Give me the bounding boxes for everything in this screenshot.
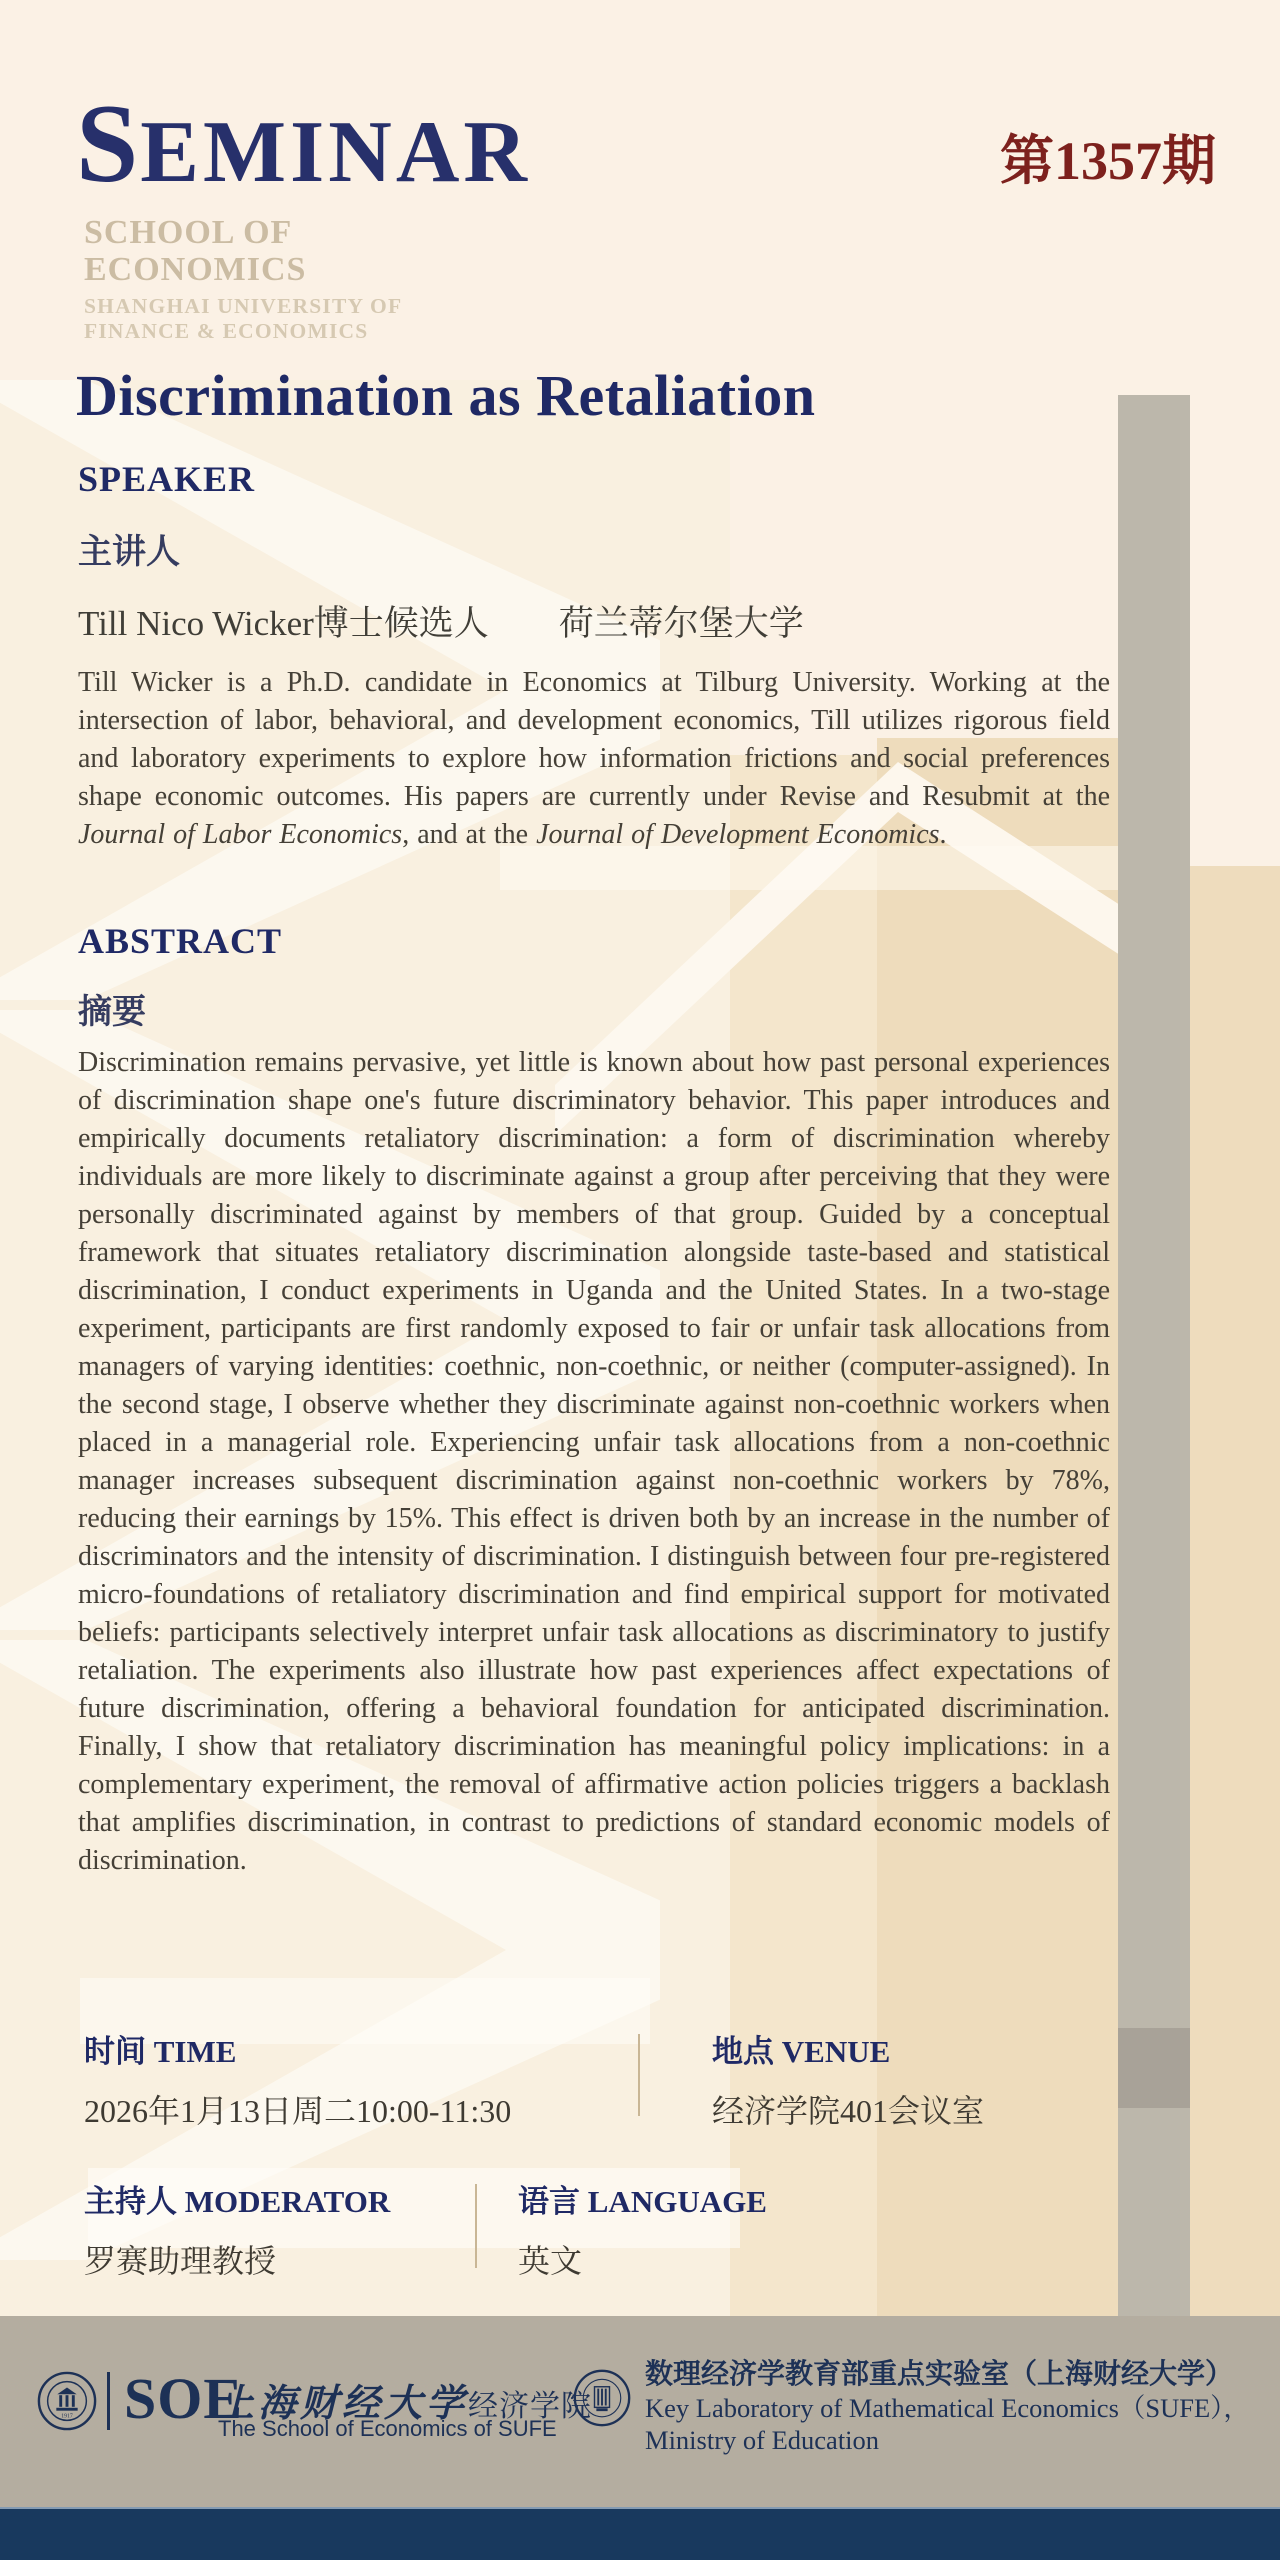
issue-number: 第1357期 [1000, 131, 1216, 191]
moderator-label: 主持人 MODERATOR [84, 2184, 391, 2219]
economics-line: ECONOMICS [84, 251, 307, 288]
school-of-line: SCHOOL OF [84, 214, 293, 251]
seminar-wordmark-initial: S [76, 82, 141, 206]
bio-journal-2: Journal of Development Economics [536, 819, 940, 850]
seminar-title: Discrimination as Retaliation [76, 363, 816, 428]
footer-navy-bar [0, 2507, 1280, 2560]
venue-value: 经济学院401会议室 [712, 2093, 985, 2129]
bio-part-2: , and at the [402, 819, 537, 850]
language-label: 语言 LANGUAGE [518, 2184, 767, 2219]
abstract-text: Discrimination remains pervasive, yet little is known about how past personal experiences of discrimination shape one's future discriminatory behavior. This paper introduces and empirically documents retaliatory discrimination: a form of discrimination whereby individuals are more likely to discriminate against a group after perceiving that they were personally discriminated against by members of that group. Guided by a conceptual framework that situates retaliatory discrimination alongside taste-based and statistical discrimination, I conduct experiments in Uganda and the United States. In a two-stage experiment, participants are first randomly exposed to fair or unfair task allocations from managers of varying identities: coethnic, non-coethnic, or neither (computer-assigned). In the second stage, I observe whether they discriminate against non-coethnic workers when placed in a managerial role. Experiencing unfair task allocations from a non-coethnic manager increases subsequent discrimination against non-coethnic workers by 78%, reducing their earnings by 15%. This effect is driven both by an increase in the number of discriminators and the intensity of discrimination. I distinguish between four pre-registered micro-foundations of retaliatory discrimination and find empirical support for motivated beliefs: participants selectively interpret unfair task allocations as discriminatory to justify retaliation. The experiments also illustrate how past experiences affect expectations of future discrimination, offering a behavioral foundation for anticipated discrimination. Finally, I show that retaliatory discrimination has meaningful policy implications: in a complementary experiment, the removal of affirmative action policies triggers a backlash that amplifies discrimination, in contrast to predictions of standard economic models of discrimination. [78, 1047, 1110, 1876]
bio-part-3: . [939, 819, 947, 850]
moderator-language-divider [475, 2184, 477, 2268]
lab-name-en-line1: Key Laboratory of Mathematical Economics（SUFE）， [645, 2393, 1250, 2423]
svg-text:1917: 1917 [61, 2413, 73, 2420]
school-dept-zh: 经济学院 [468, 2390, 593, 2423]
abstract-heading-zh: 摘要 [78, 994, 146, 1031]
seminar-wordmark-rest: EMINAR [140, 104, 531, 201]
abstract-heading-en: ABSTRACT [78, 921, 283, 961]
building-right-strip [1190, 866, 1280, 2316]
seminar-wordmark [76, 82, 531, 206]
lab-text-block [645, 2358, 1250, 2456]
bio-journal-1: Journal of Labor Economics [78, 819, 403, 850]
sufe-seal-icon [36, 2370, 98, 2432]
footer-logo-divider [107, 2372, 110, 2430]
lab-name-zh: 数理经济学教育部重点实验室（上海财经大学） [645, 2359, 1234, 2390]
school-logo-block [84, 214, 402, 344]
language-value: 英文 [518, 2243, 583, 2279]
bio-part-1: Till Wicker is a Ph.D. candidate in Economics at Tilburg University. Working at the intersection of labor, behavioral, and development economics, Till utilizes rigorous field and laboratory experiments to explore how information frictions and social preferences shape economic outcomes. His papers are currently under Revise and Resubmit at the [78, 667, 1110, 812]
university-line-2: FINANCE & ECONOMICS [84, 319, 369, 343]
time-venue-divider [638, 2034, 640, 2116]
soe-logo: SOE [124, 2366, 244, 2431]
moderator-value: 罗赛助理教授 [84, 2243, 277, 2279]
school-name-en: The School of Economics of SUFE [218, 2416, 557, 2441]
lab-seal-icon [572, 2368, 632, 2428]
speaker-heading-zh: 主讲人 [78, 534, 180, 571]
lab-name-en-line2: Ministry of Education [645, 2425, 880, 2455]
speaker-name-line: Till Nico Wicker博士候选人 荷兰蒂尔堡大学 [78, 604, 804, 643]
venue-label: 地点 VENUE [712, 2034, 891, 2069]
speaker-heading-en: SPEAKER [78, 459, 256, 499]
school-name-zh: 上海财经大学 [216, 2383, 469, 2425]
speaker-bio [78, 664, 1110, 854]
time-label: 时间 TIME [84, 2034, 237, 2069]
university-line-1: SHANGHAI UNIVERSITY OF [84, 294, 403, 318]
time-value: 2026年1月13日周二10:00-11:30 [84, 2093, 512, 2129]
